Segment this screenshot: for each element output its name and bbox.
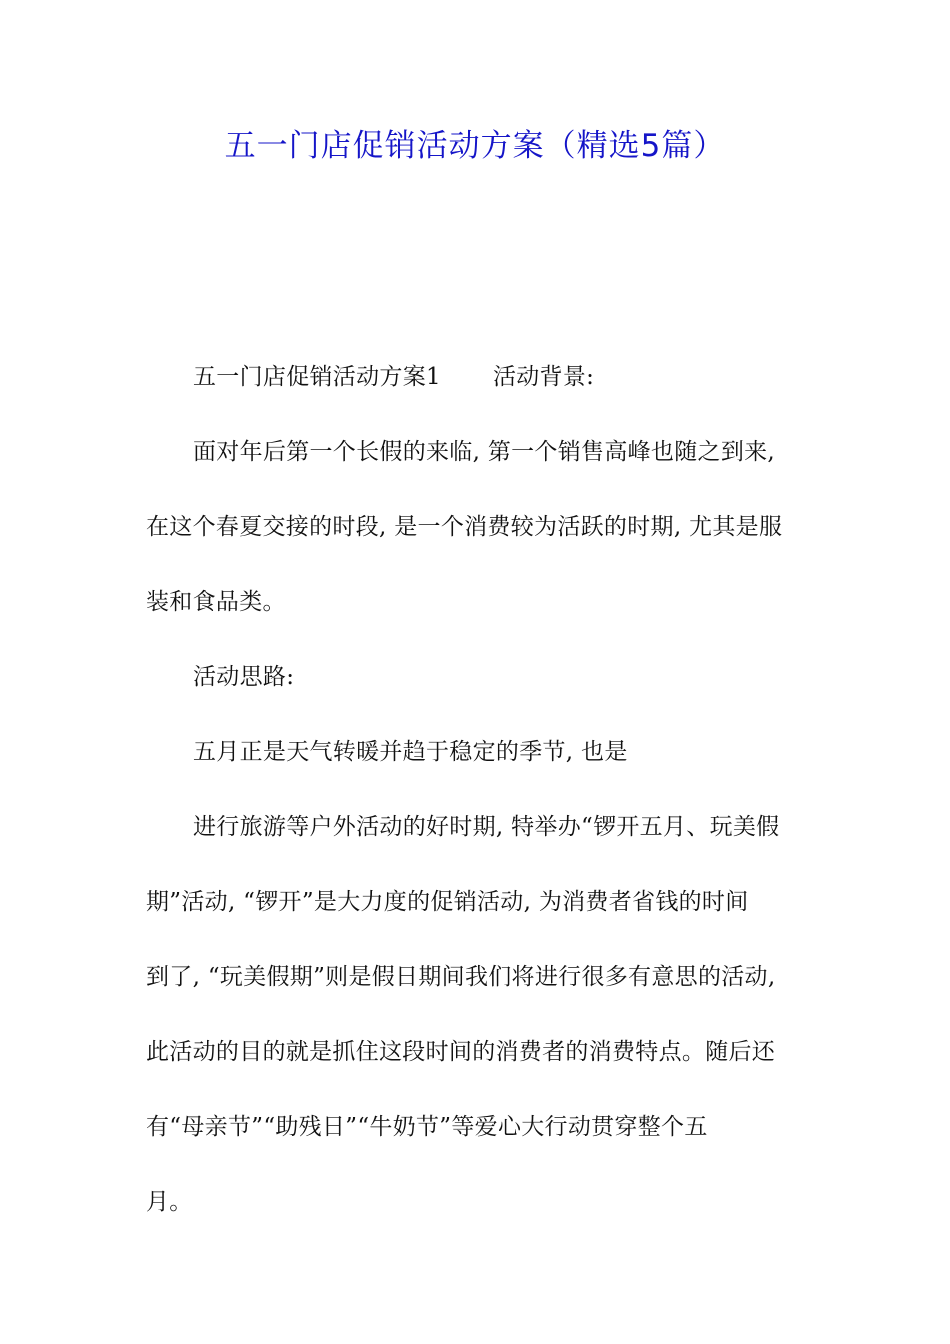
paragraph-line: 在这个春夏交接的时段, 是一个消费较为活跃的时期, 尤其是服 <box>146 514 783 540</box>
document-body <box>146 340 812 1240</box>
paragraph-line: 期”活动, “锣开”是大力度的促销活动, 为消费者省钱的时间 <box>146 889 749 915</box>
paragraph-line: 进行旅游等户外活动的好时期, 特举办“锣开五月、玩美假 <box>193 814 780 840</box>
paragraph-line: 面对年后第一个长假的来临, 第一个销售高峰也随之到来, <box>193 439 776 465</box>
paragraph-line: 五月正是天气转暖并趋于稳定的季节, 也是 <box>193 739 628 765</box>
paragraph-heading: 活动思路: <box>193 664 295 690</box>
section-heading-line <box>146 340 812 415</box>
paragraph-line: 到了, “玩美假期”则是假日期间我们将进行很多有意思的活动, <box>146 964 776 990</box>
paragraph-line: 月。 <box>146 1189 193 1215</box>
paragraph-line: 此活动的目的就是抓住这段时间的消费者的消费特点。随后还 <box>146 1039 776 1065</box>
document-title: 五一门店促销活动方案（精选5篇） <box>224 128 726 164</box>
paragraph-line: 装和食品类。 <box>146 589 286 615</box>
section-title: 五一门店促销活动方案1 <box>193 364 441 390</box>
subsection-title: 活动背景: <box>492 364 595 390</box>
paragraph-line: 有“母亲节”“助残日”“牛奶节”等爱心大行动贯穿整个五 <box>146 1114 708 1140</box>
